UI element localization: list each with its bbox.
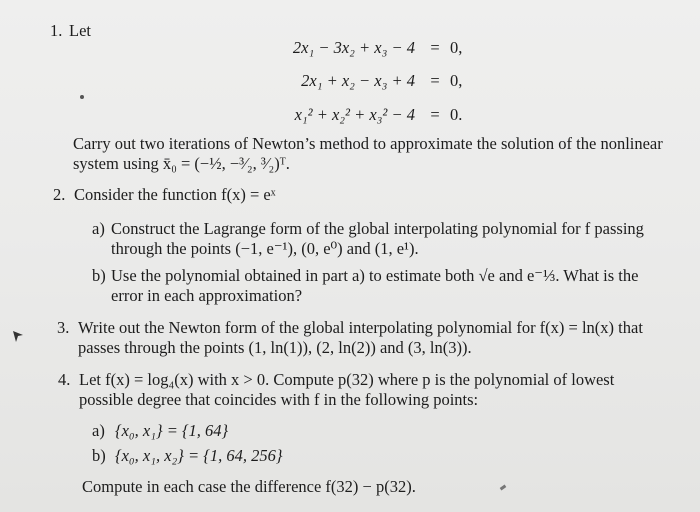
problem-1-intro: Let [69, 21, 91, 40]
problem-2b-line-1: Use the polynomial obtained in part a) to estimate both √e and e⁻⅓. What is the [111, 266, 639, 285]
equation-1-lhs: 2x₁ − 3x₂ + x₃ − 4 [292, 38, 415, 57]
problem-3-line-1: Write out the Newton form of the global interpolating polynomial for f(x) = ln(x) that [78, 318, 643, 337]
problem-2a-line-1: Construct the Lagrange form of the global interpolating polynomial for f passing [111, 219, 644, 238]
problem-2-number: 2. [53, 185, 66, 204]
problem-4a-label: a) [92, 421, 105, 440]
stray-dot-mark [80, 95, 84, 99]
equation-3-equals: = [430, 105, 440, 124]
problem-1-text-line-2: system using x̄₀ = (−½, −³⁄₂, ³⁄₂)ᵀ. [73, 154, 290, 173]
problem-4-line-2: possible degree that coincides with f in the following points: [79, 390, 479, 409]
equation-3-lhs: x₁² + x₂² + x₃² − 4 [294, 105, 415, 124]
problem-3-line-2: passes through the points (1, ln(1)), (2, ln(2)) and (3, ln(3)). [78, 338, 472, 357]
problem-4a-text: {x₀, x₁} = {1, 64} [115, 421, 229, 440]
equation-1-rhs: 0, [450, 38, 463, 57]
problem-2a-label: a) [92, 219, 105, 238]
equation-2-rhs: 0, [450, 71, 463, 90]
problem-4-number: 4. [58, 370, 71, 389]
mouse-pointer-icon [12, 330, 24, 344]
problem-2a-line-2: through the points (−1, e⁻¹), (0, e⁰) and (1, e¹). [111, 239, 419, 258]
problem-3-number: 3. [57, 318, 70, 337]
stray-pen-mark [500, 485, 507, 491]
problem-4-line-1: Let f(x) = log₄(x) with x > 0. Compute p(32) where p is the polynomial of lowest [79, 370, 615, 389]
problem-2-text: Consider the function f(x) = eˣ [74, 185, 276, 204]
problem-1-text-line-1: Carry out two iterations of Newton’s method to approximate the solution of the nonlinear [73, 134, 663, 153]
problem-2b-label: b) [92, 266, 106, 285]
equation-1-equals: = [430, 38, 440, 57]
problem-4b-label: b) [92, 446, 106, 465]
problem-1-number: 1. [50, 21, 63, 40]
equation-2-equals: = [430, 71, 440, 90]
equation-2-lhs: 2x₁ + x₂ − x₃ + 4 [301, 71, 415, 90]
problem-4-closing: Compute in each case the difference f(32) − p(32). [82, 477, 416, 496]
problem-4b-text: {x₀, x₁, x₂} = {1, 64, 256} [115, 446, 283, 465]
problem-2b-line-2: error in each approximation? [111, 286, 303, 305]
equation-3-rhs: 0. [450, 105, 463, 124]
